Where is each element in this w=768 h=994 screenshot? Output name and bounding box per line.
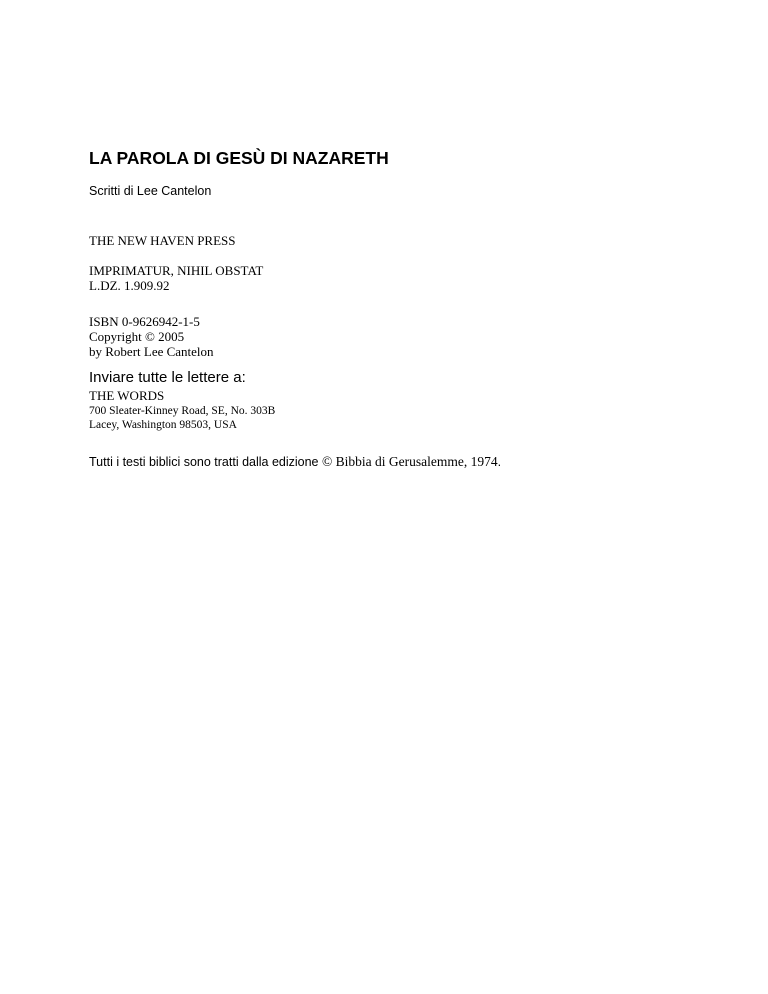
imprimatur-line: IMPRIMATUR, NIHIL OBSTAT: [89, 263, 264, 278]
send-letters-heading: Inviare tutte le lettere a:: [89, 369, 246, 386]
publisher-block: [89, 233, 236, 248]
copyright-author: by Robert Lee Cantelon: [89, 344, 214, 359]
credits-source: © Bibbia di Gerusalemme, 1974: [321, 454, 498, 469]
credits-period: .: [497, 455, 502, 469]
isbn-number: ISBN 0-9626942-1-5: [89, 314, 200, 329]
document-page: [89, 0, 729, 994]
address-city: Lacey, Washington 98503, USA: [89, 419, 237, 431]
address-name: THE WORDS: [89, 388, 165, 403]
mailing-address: [89, 388, 275, 432]
isbn-block: [89, 314, 214, 359]
publisher-name: THE NEW HAVEN PRESS: [89, 233, 236, 248]
bible-credits: [89, 454, 501, 470]
credits-text: Tutti i testi biblici sono tratti dalla edizione: [89, 455, 322, 469]
imprimatur-block: [89, 263, 263, 293]
copyright-line: Copyright © 2005: [89, 329, 185, 344]
document-title: LA PAROLA DI GESÙ DI NAZARETH: [89, 148, 389, 168]
address-street: 700 Sleater-Kinney Road, SE, No. 303B: [89, 405, 276, 417]
document-subtitle: Scritti di Lee Cantelon: [89, 184, 212, 198]
imprimatur-code: L.DZ. 1.909.92: [89, 278, 170, 293]
